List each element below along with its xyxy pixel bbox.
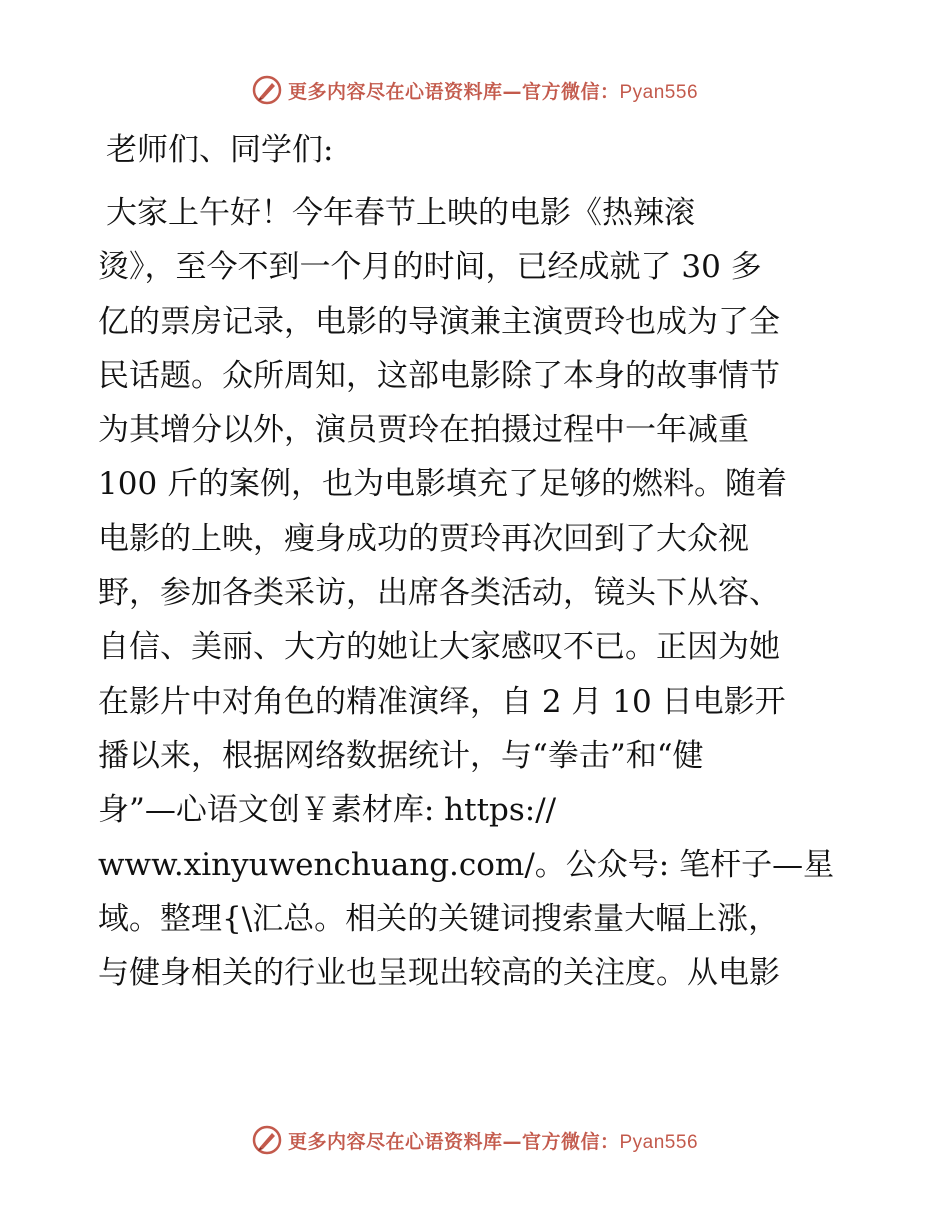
body-line: 野，参加各类采访，出席各类活动，镜头下从容、 [98, 575, 780, 612]
footer-banner [0, 1120, 950, 1160]
body-line: www.xinyuwenchuang.com/。公众号: 笔杆子—星 [98, 846, 835, 883]
body-line: 100 斤的案例，也为电影填充了足够的燃料。随着 [98, 466, 788, 503]
pen-logo-icon [252, 1125, 282, 1155]
body-line: 自信、美丽、大方的她让大家感叹不已。正因为她 [98, 629, 780, 666]
footer-banner-text [288, 1127, 698, 1154]
header-banner-label: 更多内容尽在心语资料库—官方微信： [287, 80, 620, 103]
body-line: 电影的上映，瘦身成功的贾玲再次回到了大众视 [98, 520, 749, 557]
document-body [98, 124, 858, 1000]
body-line: 域。整理{\汇总。相关的关键词搜索量大幅上涨， [98, 900, 780, 937]
header-banner-wechat-id: Pyan556 [619, 81, 699, 103]
body-line: 为其增分以外，演员贾玲在拍摄过程中一年减重 [98, 412, 749, 449]
body-line: 播以来，根据网络数据统计，与“拳击”和“健 [98, 737, 704, 774]
salutation: 老师们、同学们: [106, 132, 334, 168]
body-line: 身”—心语文创￥素材库: https:// [98, 792, 557, 829]
body-line: 亿的票房记录，电影的导演兼主演贾玲也成为了全 [98, 303, 780, 340]
body-line: 大家上午好！今年春节上映的电影《热辣滚 [106, 195, 695, 231]
header-banner-text [288, 77, 698, 104]
pen-logo-icon [252, 75, 282, 105]
body-line: 民话题。众所周知，这部电影除了本身的故事情节 [98, 357, 780, 394]
body-line: 在影片中对角色的精准演绎，自 2 月 10 日电影开 [98, 683, 786, 720]
body-line: 烫》，至今不到一个月的时间，已经成就了 30 多 [98, 249, 762, 286]
footer-banner-wechat-id: Pyan556 [619, 1131, 699, 1153]
footer-banner-label: 更多内容尽在心语资料库—官方微信： [287, 1130, 620, 1153]
body-line: 与健身相关的行业也呈现出较高的关注度。从电影 [98, 955, 780, 992]
header-banner [0, 70, 950, 110]
